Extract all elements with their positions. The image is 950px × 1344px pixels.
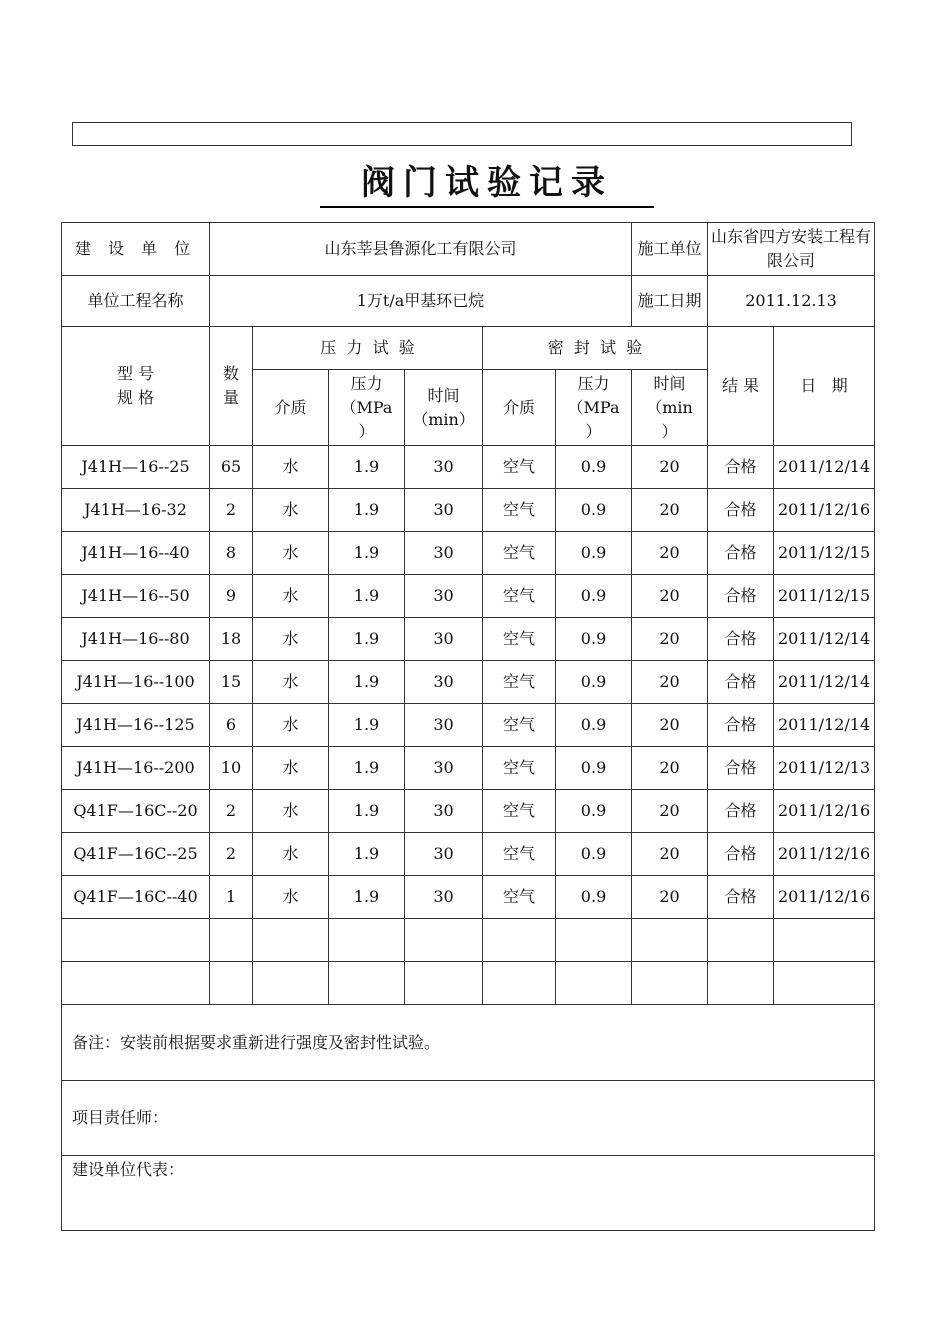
cell-model: Q41F—16C--40 (62, 876, 210, 919)
cell-seal-time: 20 (632, 747, 708, 790)
model-header-line1: 型 号 (116, 364, 155, 383)
cell-time: 30 (405, 876, 483, 919)
cell-pressure: 1.9 (329, 790, 405, 833)
cell-seal-pressure: 0.9 (556, 704, 632, 747)
cell-date: 2011/12/14 (774, 618, 875, 661)
table-row (62, 704, 875, 747)
cell-date: 2011/12/16 (774, 876, 875, 919)
owner-rep-signature: 建设单位代表： (62, 1156, 875, 1231)
cell-seal-pressure: 0.9 (556, 618, 632, 661)
seal-time-header-line3: ） (661, 421, 678, 441)
header-box (72, 122, 852, 146)
cell-result: 合格 (708, 790, 774, 833)
cell-pressure: 1.9 (329, 876, 405, 919)
model-header-line2: 规 格 (116, 388, 155, 407)
cell-seal-pressure: 0.9 (556, 876, 632, 919)
cell-result: 合格 (708, 618, 774, 661)
cell-medium: 水 (253, 833, 329, 876)
cell-seal-medium: 空气 (483, 704, 556, 747)
cell-seal-pressure: 0.9 (556, 661, 632, 704)
seal-time-header-line1: 时间 (653, 373, 686, 393)
qty-header-line1: 数 (222, 364, 239, 383)
cell-qty: 6 (210, 704, 253, 747)
engineer-row (62, 1081, 875, 1156)
cell-seal-time: 20 (632, 446, 708, 489)
cell-date: 2011/12/13 (774, 747, 875, 790)
pressure-header-line2: （MPa (340, 397, 393, 417)
cell-qty: 8 (210, 532, 253, 575)
cell-seal-pressure: 0.9 (556, 790, 632, 833)
cell-medium: 水 (253, 790, 329, 833)
cell-pressure: 1.9 (329, 575, 405, 618)
cell-seal-medium: 空气 (483, 446, 556, 489)
cell-qty: 18 (210, 618, 253, 661)
cell-seal-time: 20 (632, 575, 708, 618)
cell-pressure: 1.9 (329, 704, 405, 747)
cell-time: 30 (405, 704, 483, 747)
cell-date: 2011/12/15 (774, 575, 875, 618)
date-value: 2011.12.13 (708, 276, 875, 327)
seal-medium-header: 介质 (483, 370, 556, 446)
table-row (62, 489, 875, 532)
result-header: 结 果 (708, 327, 774, 446)
date-header: 日 期 (774, 327, 875, 446)
table-row (62, 833, 875, 876)
cell-seal-pressure: 0.9 (556, 833, 632, 876)
time-header-line2: （min） (412, 409, 475, 429)
cell-seal-medium: 空气 (483, 489, 556, 532)
cell-seal-pressure: 0.9 (556, 575, 632, 618)
cell-model: Q41F—16C--25 (62, 833, 210, 876)
valve-test-table (61, 222, 875, 1231)
cell-model: J41H—16--40 (62, 532, 210, 575)
cell-seal-medium: 空气 (483, 790, 556, 833)
project-label: 单位工程名称 (62, 276, 210, 327)
cell-model: J41H—16--25 (62, 446, 210, 489)
project-value: 1万t/a甲基环已烷 (210, 276, 632, 327)
cell-model: J41H—16--100 (62, 661, 210, 704)
cell-time: 30 (405, 489, 483, 532)
table-row (62, 446, 875, 489)
engineer-signature: 项目责任师： (62, 1081, 875, 1156)
cell-time: 30 (405, 575, 483, 618)
cell-seal-pressure: 0.9 (556, 747, 632, 790)
cell-qty: 9 (210, 575, 253, 618)
cell-medium: 水 (253, 446, 329, 489)
cell-date: 2011/12/14 (774, 446, 875, 489)
seal-time-header (632, 370, 708, 446)
cell-result: 合格 (708, 661, 774, 704)
cell-result: 合格 (708, 532, 774, 575)
cell-time: 30 (405, 446, 483, 489)
cell-qty: 2 (210, 833, 253, 876)
contractor-label: 施工单位 (632, 223, 708, 276)
page-title: 阀门试验记录 (320, 160, 654, 208)
cell-time: 30 (405, 833, 483, 876)
cell-time: 30 (405, 661, 483, 704)
cell-date: 2011/12/14 (774, 704, 875, 747)
cell-qty: 1 (210, 876, 253, 919)
empty-row (62, 919, 875, 962)
table-row (62, 876, 875, 919)
cell-result: 合格 (708, 489, 774, 532)
cell-result: 合格 (708, 575, 774, 618)
cell-date: 2011/12/16 (774, 833, 875, 876)
cell-time: 30 (405, 618, 483, 661)
cell-date: 2011/12/14 (774, 661, 875, 704)
cell-model: Q41F—16C--20 (62, 790, 210, 833)
cell-qty: 65 (210, 446, 253, 489)
cell-qty: 2 (210, 489, 253, 532)
cell-model: J41H—16--50 (62, 575, 210, 618)
time-header (405, 370, 483, 446)
table-row (62, 532, 875, 575)
cell-pressure: 1.9 (329, 833, 405, 876)
cell-model: J41H—16--125 (62, 704, 210, 747)
cell-seal-medium: 空气 (483, 876, 556, 919)
cell-medium: 水 (253, 876, 329, 919)
pressure-test-header: 压 力 试 验 (253, 327, 483, 370)
contractor-value: 山东省四方安装工程有限公司 (708, 223, 875, 276)
qty-header-line2: 量 (222, 388, 239, 407)
cell-qty: 10 (210, 747, 253, 790)
qty-header (210, 327, 253, 446)
cell-seal-medium: 空气 (483, 575, 556, 618)
cell-medium: 水 (253, 704, 329, 747)
pressure-header (329, 370, 405, 446)
cell-seal-pressure: 0.9 (556, 532, 632, 575)
cell-model: J41H—16-32 (62, 489, 210, 532)
seal-pressure-header-line2: （MPa (567, 397, 620, 417)
cell-result: 合格 (708, 446, 774, 489)
seal-pressure-header-line1: 压力 (577, 373, 610, 393)
cell-seal-time: 20 (632, 876, 708, 919)
cell-pressure: 1.9 (329, 747, 405, 790)
time-header-line1: 时间 (427, 385, 460, 405)
cell-medium: 水 (253, 661, 329, 704)
cell-pressure: 1.9 (329, 618, 405, 661)
seal-pressure-header (556, 370, 632, 446)
seal-pressure-header-line3: ） (585, 421, 602, 441)
empty-row (62, 962, 875, 1005)
owner-row (62, 223, 875, 276)
cell-result: 合格 (708, 747, 774, 790)
cell-medium: 水 (253, 532, 329, 575)
owner-value: 山东莘县鲁源化工有限公司 (210, 223, 632, 276)
cell-seal-medium: 空气 (483, 532, 556, 575)
cell-seal-time: 20 (632, 489, 708, 532)
cell-qty: 15 (210, 661, 253, 704)
cell-seal-time: 20 (632, 704, 708, 747)
cell-seal-medium: 空气 (483, 661, 556, 704)
cell-medium: 水 (253, 575, 329, 618)
cell-seal-medium: 空气 (483, 618, 556, 661)
seal-test-header: 密 封 试 验 (483, 327, 708, 370)
cell-medium: 水 (253, 489, 329, 532)
date-label: 施工日期 (632, 276, 708, 327)
remark-text: 备注：安装前根据要求重新进行强度及密封性试验。 (62, 1005, 875, 1081)
table-row (62, 661, 875, 704)
cell-seal-time: 20 (632, 833, 708, 876)
cell-seal-time: 20 (632, 618, 708, 661)
cell-model: J41H—16--200 (62, 747, 210, 790)
cell-model: J41H—16--80 (62, 618, 210, 661)
cell-time: 30 (405, 747, 483, 790)
pressure-header-line3: ） (358, 421, 375, 441)
cell-medium: 水 (253, 618, 329, 661)
cell-seal-pressure: 0.9 (556, 446, 632, 489)
pressure-header-line1: 压力 (350, 373, 383, 393)
cell-seal-pressure: 0.9 (556, 489, 632, 532)
owner-label: 建 设 单 位 (62, 223, 210, 276)
owner-rep-row (62, 1156, 875, 1231)
cell-pressure: 1.9 (329, 532, 405, 575)
remark-row (62, 1005, 875, 1081)
cell-pressure: 1.9 (329, 661, 405, 704)
cell-seal-time: 20 (632, 790, 708, 833)
cell-pressure: 1.9 (329, 489, 405, 532)
cell-result: 合格 (708, 704, 774, 747)
cell-date: 2011/12/16 (774, 489, 875, 532)
cell-seal-medium: 空气 (483, 747, 556, 790)
cell-time: 30 (405, 790, 483, 833)
table-row (62, 575, 875, 618)
table-row (62, 790, 875, 833)
model-header (62, 327, 210, 446)
project-row (62, 276, 875, 327)
seal-time-header-line2: （min (646, 397, 693, 417)
cell-seal-time: 20 (632, 532, 708, 575)
cell-pressure: 1.9 (329, 446, 405, 489)
cell-result: 合格 (708, 876, 774, 919)
cell-time: 30 (405, 532, 483, 575)
table-row (62, 618, 875, 661)
table-row (62, 747, 875, 790)
header-row-1 (62, 327, 875, 370)
cell-result: 合格 (708, 833, 774, 876)
cell-date: 2011/12/16 (774, 790, 875, 833)
cell-date: 2011/12/15 (774, 532, 875, 575)
medium-header: 介质 (253, 370, 329, 446)
cell-seal-time: 20 (632, 661, 708, 704)
cell-seal-medium: 空气 (483, 833, 556, 876)
cell-qty: 2 (210, 790, 253, 833)
cell-medium: 水 (253, 747, 329, 790)
